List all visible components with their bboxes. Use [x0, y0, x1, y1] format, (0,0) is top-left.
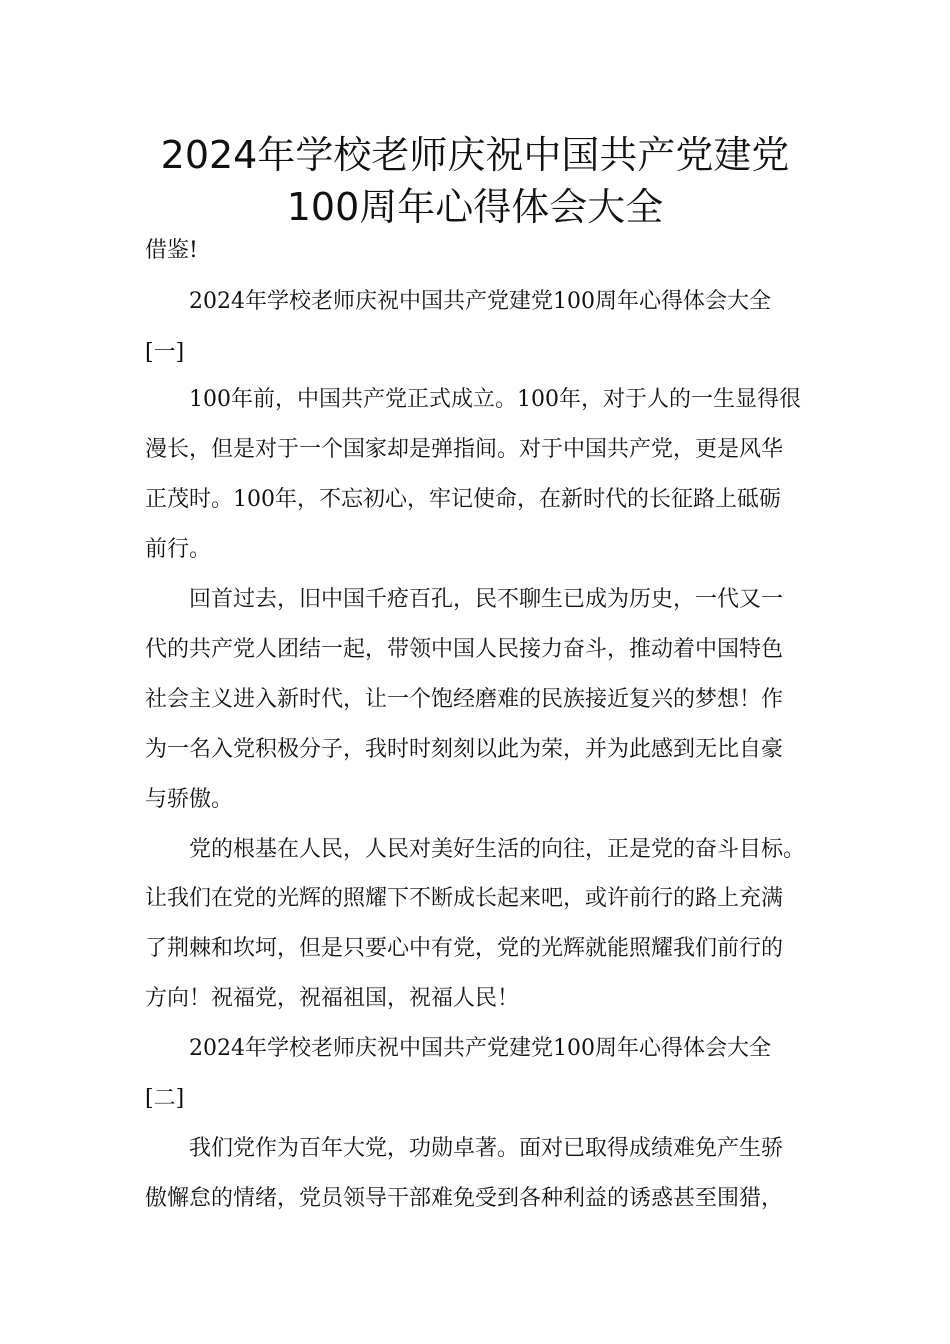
- body-line: 我们党作为百年大党，功勋卓著。面对已取得成绩难免产生骄: [145, 1136, 784, 1161]
- body-line: 代的共产党人团结一起，带领中国人民接力奋斗，推动着中国特色: [145, 637, 784, 662]
- body-line: 前行。: [145, 537, 212, 562]
- body-line: 社会主义进入新时代，让一个饱经磨难的民族接近复兴的梦想！作: [145, 687, 784, 712]
- body-line: 方向！祝福党，祝福祖国，祝福人民！: [145, 986, 520, 1011]
- body-line: 为一名入党积极分子，我时时刻刻以此为荣，并为此感到无比自豪: [145, 737, 784, 762]
- body-line: 了荆棘和坎坷，但是只要心中有党，党的光辉就能照耀我们前行的: [145, 936, 784, 961]
- section-heading-1: 2024年学校老师庆祝中国共产党建党100周年心得体会大全: [145, 289, 771, 314]
- document-title-line-1: 2024年学校老师庆祝中国共产党建党: [160, 133, 790, 177]
- section-heading-2: 2024年学校老师庆祝中国共产党建党100周年心得体会大全: [145, 1036, 771, 1061]
- section-heading-2-number: [二]: [145, 1086, 185, 1111]
- body-line: 漫长，但是对于一个国家却是弹指间。对于中国共产党，更是风华: [145, 437, 784, 462]
- body-line: 回首过去，旧中国千疮百孔，民不聊生已成为历史，一代又一: [145, 587, 784, 612]
- body-line: 100年前，中国共产党正式成立。100年，对于人的一生显得很: [145, 387, 801, 412]
- body-line: 借鉴!: [145, 238, 198, 263]
- body-line: 傲懈怠的情绪，党员领导干部难免受到各种利益的诱惑甚至围猎，: [145, 1186, 784, 1211]
- body-line: 党的根基在人民，人民对美好生活的向往，正是党的奋斗目标。: [145, 837, 806, 862]
- body-line: 让我们在党的光辉的照耀下不断成长起来吧，或许前行的路上充满: [145, 886, 784, 911]
- section-heading-1-number: [一]: [145, 340, 185, 365]
- document-title-line-2: 100周年心得体会大全: [286, 185, 664, 229]
- body-line: 与骄傲。: [145, 787, 234, 812]
- body-line: 正茂时。100年，不忘初心，牢记使命，在新时代的长征路上砥砺: [145, 487, 781, 512]
